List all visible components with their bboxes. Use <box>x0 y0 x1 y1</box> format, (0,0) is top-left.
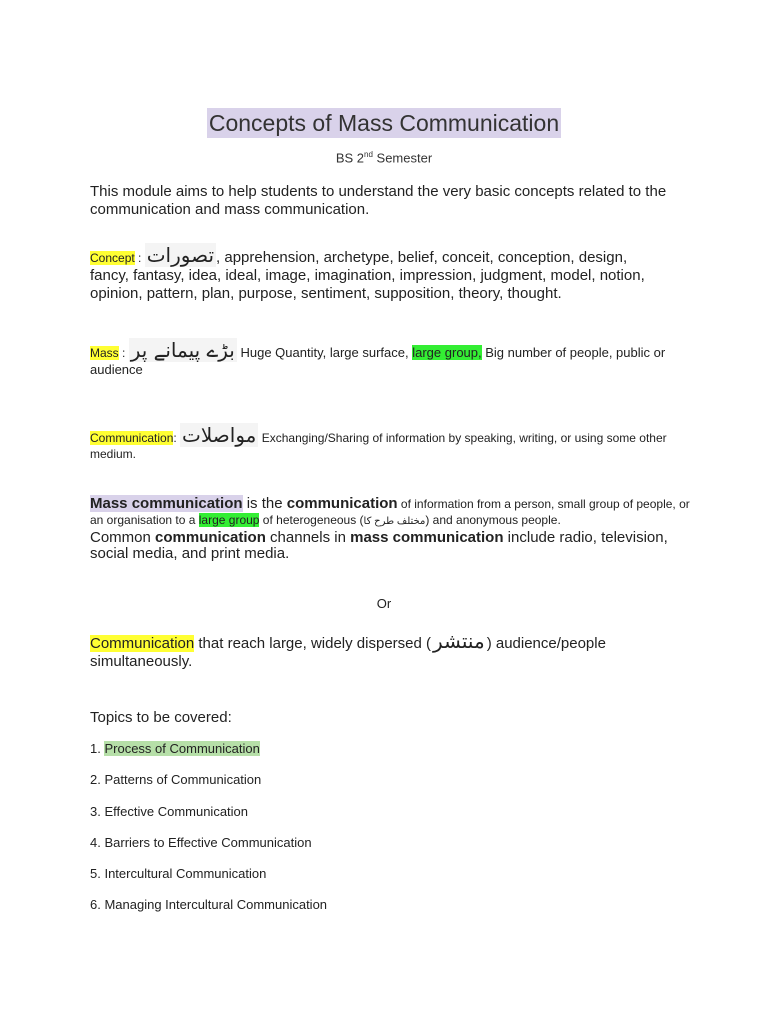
concept-text: , apprehension, archetype, belief, conceit, conception, design, fancy, fantasy, idea, ideal, image, imagination, impression, judgment, model, notion, opinion, pattern, plan, purpose, sentiment, supposition, theory, thought. <box>90 249 645 302</box>
mass-text-2: Big number of people, public or audience <box>90 345 666 377</box>
topic-item <box>90 803 248 820</box>
mass-comm-t4: ) and anonymous people. <box>425 513 561 527</box>
communication-urdu: مواصلات <box>182 423 257 447</box>
subtitle <box>0 150 768 165</box>
mass-highlight: large group, <box>412 345 482 360</box>
mass-comm-t3: of heterogeneous ( <box>259 513 364 527</box>
subtitle-prefix: BS 2 <box>335 150 365 166</box>
topic-number: 5. <box>90 866 105 881</box>
communication-definition-2 <box>90 629 650 671</box>
mass-comm-term: Mass communication <box>90 495 243 512</box>
topic-label: Barriers to Effective Communication <box>104 835 312 850</box>
mass-label: Mass <box>90 346 119 360</box>
comm2-t2: ) audience/people simultaneously. <box>90 635 606 670</box>
topic-item <box>90 834 312 851</box>
mass-communication-paragraph <box>90 496 690 562</box>
communication-separator: : <box>173 431 181 445</box>
subtitle-sup: nd <box>364 150 373 159</box>
communication-label: Communication <box>90 431 174 445</box>
mass-comm-t6: channels in <box>265 529 351 546</box>
comm2-label: Communication <box>90 635 195 652</box>
mass-paragraph <box>90 338 690 378</box>
mass-comm-t2: of information from a person, small group of people, or an organisation to a <box>90 497 690 527</box>
mass-comm-t5: Common <box>90 529 156 546</box>
topic-number: 1. <box>90 741 105 756</box>
mass-comm-t1: is the <box>242 495 287 512</box>
topic-item <box>90 771 261 788</box>
mass-urdu: بڑے پیمانے پر <box>130 338 235 362</box>
concept-urdu: تصورات <box>146 243 215 267</box>
topic-label: Process of Communication <box>104 741 260 756</box>
topic-number: 3. <box>90 804 105 819</box>
mass-text-1: Huge Quantity, large surface, <box>236 345 413 360</box>
topic-number: 6. <box>90 897 105 912</box>
mass-separator: : <box>118 346 129 360</box>
communication-text: Exchanging/Sharing of information by speaking, writing, or using some other medium. <box>90 431 667 461</box>
topic-item <box>90 865 266 882</box>
topic-item <box>90 740 260 757</box>
mass-comm-b3: mass communication <box>350 529 504 546</box>
mass-comm-urdu: مختلف طرح کا <box>363 516 426 527</box>
concept-paragraph <box>90 243 660 303</box>
title-container <box>0 108 768 138</box>
concept-separator: : <box>134 251 145 265</box>
topic-item <box>90 896 327 913</box>
communication-paragraph <box>90 423 670 462</box>
subtitle-suffix: Semester <box>372 150 433 166</box>
topic-label: Patterns of Communication <box>104 772 262 787</box>
mass-comm-t7: include radio, television, social media, and print media. <box>90 529 668 562</box>
topic-number: 4. <box>90 835 105 850</box>
comm2-urdu: منتشر <box>433 629 485 653</box>
or-separator: Or <box>376 596 392 611</box>
topic-label: Effective Communication <box>104 804 249 819</box>
comm2-t1: that reach large, widely dispersed ( <box>194 635 432 652</box>
mass-comm-b2: communication <box>155 529 266 546</box>
topic-label: Intercultural Communication <box>104 866 267 881</box>
concept-label: Concept <box>90 251 135 265</box>
topics-heading: Topics to be covered: <box>90 709 232 726</box>
intro-paragraph: This module aims to help students to understand the very basic concepts related to the communication and mass communication. <box>90 183 667 218</box>
topic-number: 2. <box>90 772 105 787</box>
mass-comm-highlight: large group <box>198 513 260 527</box>
page-title: Concepts of Mass Communication <box>208 110 560 136</box>
topic-label: Managing Intercultural Communication <box>104 897 328 912</box>
mass-comm-b1: communication <box>286 495 398 512</box>
